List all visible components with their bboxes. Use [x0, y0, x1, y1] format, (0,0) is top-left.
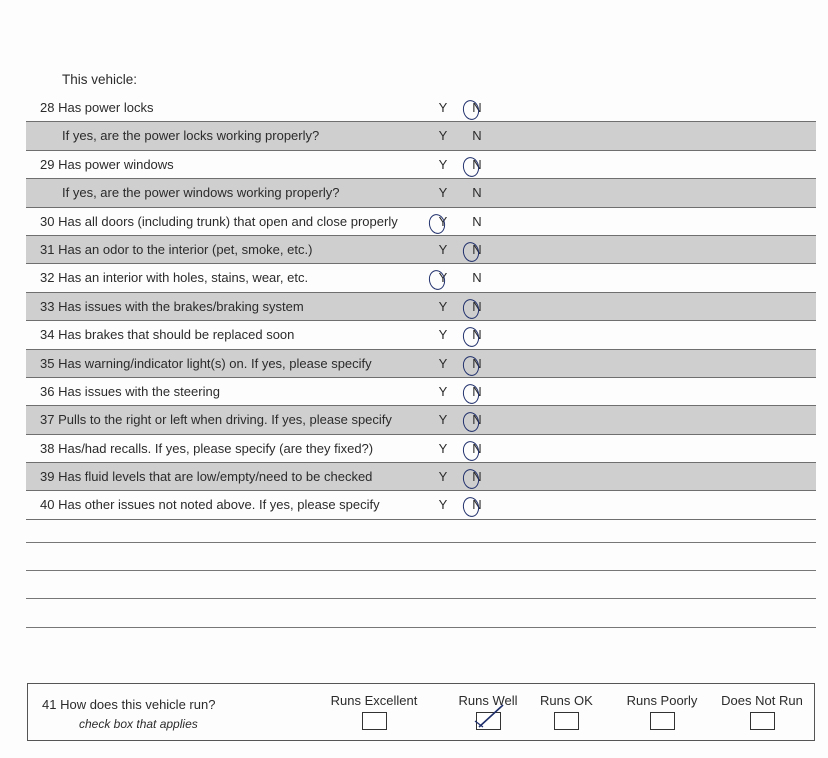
no-option[interactable]: N — [472, 213, 482, 229]
question-41-hint: check box that applies — [79, 717, 198, 731]
run-option-checkbox[interactable] — [476, 712, 501, 730]
run-option-checkbox[interactable] — [554, 712, 579, 730]
yes-option[interactable]: Y — [438, 270, 448, 286]
yes-option[interactable]: Y — [438, 128, 448, 144]
no-option[interactable]: N — [472, 128, 482, 144]
question-row — [26, 406, 816, 434]
yes-option[interactable]: Y — [438, 241, 448, 257]
specify-line[interactable] — [26, 598, 816, 599]
question-text: 37 Pulls to the right or left when driving. If yes, please specify — [40, 412, 392, 428]
question-row — [26, 208, 816, 236]
no-option[interactable]: N — [472, 440, 482, 456]
question-text: 28 Has power locks — [40, 100, 154, 115]
run-option-checkbox[interactable] — [650, 712, 675, 730]
question-text: 30 Has all doors (including trunk) that open and close properly — [40, 213, 398, 229]
yes-option[interactable]: Y — [438, 100, 448, 115]
no-option[interactable]: N — [472, 156, 482, 172]
specify-line[interactable] — [26, 627, 816, 628]
no-option[interactable]: N — [472, 270, 482, 286]
question-text: 29 Has power windows — [40, 156, 174, 172]
question-text: 38 Has/had recalls. If yes, please specify (are they fixed?) — [40, 440, 374, 456]
run-option-label: Does Not Run — [721, 693, 803, 708]
no-option[interactable]: N — [472, 241, 482, 257]
question-text: If yes, are the power windows working properly? — [62, 185, 340, 201]
yes-option[interactable]: Y — [438, 497, 448, 513]
specify-line[interactable] — [26, 570, 816, 571]
question-text: 32 Has an interior with holes, stains, wear, etc. — [40, 270, 309, 286]
question-text: 35 Has warning/indicator light(s) on. If yes, please specify — [40, 355, 372, 371]
question-row — [26, 264, 816, 292]
no-option[interactable]: N — [472, 497, 482, 513]
question-text: If yes, are the power locks working properly? — [62, 128, 320, 144]
question-row — [26, 378, 816, 406]
run-option-label: Runs OK — [540, 693, 593, 708]
yes-option[interactable]: Y — [438, 440, 448, 456]
no-option[interactable]: N — [472, 327, 482, 343]
yes-option[interactable]: Y — [438, 412, 448, 428]
yes-option[interactable]: Y — [438, 156, 448, 172]
run-option-label: Runs Poorly — [626, 693, 698, 708]
yes-option[interactable]: Y — [438, 469, 448, 485]
page-heading: This vehicle: — [62, 72, 138, 87]
check-mark-icon — [473, 701, 509, 731]
run-option-checkbox[interactable] — [750, 712, 775, 730]
yes-option[interactable]: Y — [438, 327, 448, 343]
question-row — [26, 293, 816, 321]
no-option[interactable]: N — [472, 355, 482, 371]
question-text: 34 Has brakes that should be replaced soon — [40, 327, 295, 343]
question-text: 40 Has other issues not noted above. If yes, please specify — [40, 497, 380, 513]
question-row — [26, 236, 816, 264]
run-condition-box — [27, 683, 815, 741]
yes-option[interactable]: Y — [438, 355, 448, 371]
run-option-label: Runs Well — [458, 693, 518, 708]
yes-option[interactable]: Y — [438, 185, 448, 201]
question-row — [26, 321, 816, 349]
question-row — [26, 350, 816, 378]
yes-option[interactable]: Y — [438, 383, 448, 399]
yes-option[interactable]: Y — [438, 298, 448, 314]
question-row — [26, 463, 816, 491]
question-text: 39 Has fluid levels that are low/empty/need to be checked — [40, 469, 373, 485]
question-row — [26, 491, 816, 519]
no-option[interactable]: N — [472, 185, 482, 201]
question-text: 33 Has issues with the brakes/braking system — [40, 298, 304, 314]
question-text: 36 Has issues with the steering — [40, 383, 220, 399]
run-option-checkbox[interactable] — [362, 712, 387, 730]
question-row — [26, 122, 816, 150]
question-41-label: 41 How does this vehicle run? — [42, 697, 216, 712]
question-row — [26, 94, 816, 122]
question-row — [26, 435, 816, 463]
question-list — [26, 94, 816, 520]
no-option[interactable]: N — [472, 100, 482, 115]
no-option[interactable]: N — [472, 412, 482, 428]
yes-option[interactable]: Y — [438, 213, 448, 229]
run-option-label: Runs Excellent — [330, 693, 418, 708]
question-row — [26, 179, 816, 207]
specify-line[interactable] — [26, 542, 816, 543]
question-text: 31 Has an odor to the interior (pet, smoke, etc.) — [40, 241, 313, 257]
no-option[interactable]: N — [472, 298, 482, 314]
no-option[interactable]: N — [472, 469, 482, 485]
no-option[interactable]: N — [472, 383, 482, 399]
question-row — [26, 151, 816, 179]
